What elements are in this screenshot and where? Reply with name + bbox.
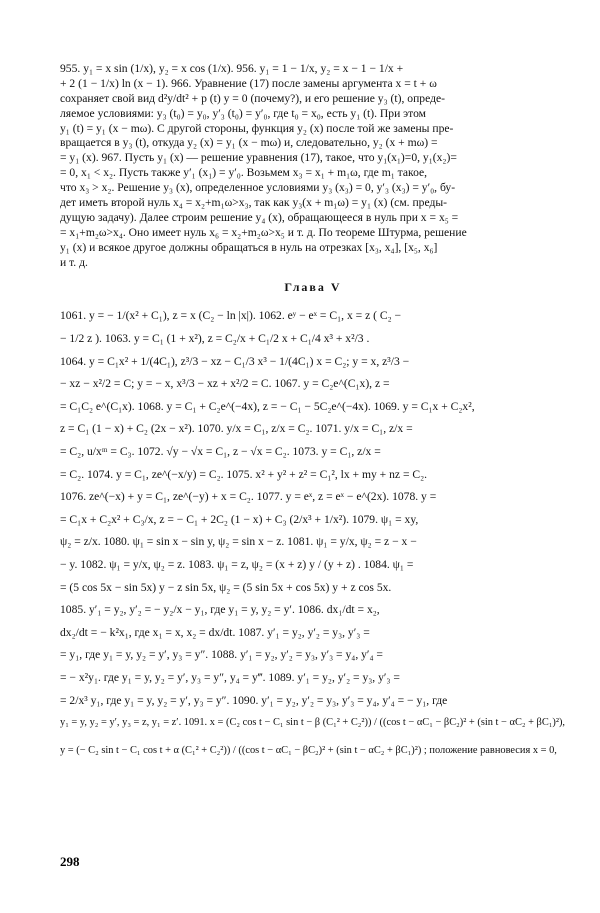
- text-line: = 0, x₁ < x₂. Пусть также y′₁ (x₁) = y′₀. Возьмем x₃ = x₁ + m₁ω, где m₁ такое,: [60, 166, 428, 180]
- text-line: = C₂. 1074. y = C₁, ze^(−x/y) = C₂. 1075. x² + y² + z² = C₁², lx + my + nz = C₂.: [60, 467, 428, 481]
- text-line: = C₁x + C₂x² + C₃/x, z = − C₁ + 2C₂ (1 − x) + C₃ (2/x³ + 1/x²). 1079. ψ₁ = xy,: [60, 512, 419, 526]
- text-line: = y₁, где y₁ = y, y₂ = y′, y₃ = y″. 1088. y′₁ = y₂, y′₂ = y₃, y′₃ = y₄, y′₄ =: [60, 648, 383, 662]
- text-line: дущую задачу). Далее строим решение y₄ (x), обращающееся в нуль при x = x₅ =: [60, 210, 459, 224]
- chapter-heading: Глава V: [284, 280, 342, 295]
- text-line: − xz − x²/2 = C; y = − x, x³/3 − xz + x²/2 = C. 1067. y = C₂e^(C₁x), z =: [60, 377, 390, 391]
- text-line: y = (− C₂ sin t − C₁ cos t + α (C₁² + C₂²)) / ((cos t − αC₁ − βC₂)² + (sin t − αC₂ + βC₁)²) ; положение равновесия x = 0,: [60, 744, 557, 756]
- text-line: = x₁+m₂ω>x₄. Оно имеет нуль x₆ = x₂+m₂ω>x₅ и т. д. По теореме Штурма, решение: [60, 225, 467, 239]
- page-number: 298: [60, 854, 80, 869]
- text-line: = (5 cos 5x − sin 5x) y − z sin 5x, ψ₂ = (5 sin 5x + cos 5x) y + z cos 5x.: [60, 580, 392, 594]
- text-line: что x₃ > x₂. Решение y₃ (x), определенное условиями y₃ (x₃) = 0, y′₃ (x₃) = y′₀, бу-: [60, 181, 456, 195]
- text-line: ψ₂ = z/x. 1080. ψ₁ = sin x − sin y, ψ₂ = sin x − z. 1081. ψ₁ = y/x, ψ₂ = z − x −: [60, 535, 417, 549]
- text-line: + 2 (1 − 1/x) ln (x − 1). 966. Уравнение (17) после замены аргумента x = t + ω: [60, 76, 437, 90]
- text-line: z = C₁ (1 − x) + C₂ (2x − x²). 1070. y/x = C₁, z/x = C₂. 1071. y/x = C₁, z/x =: [60, 422, 413, 436]
- text-line: y₁ (x) и всякое другое должны обращаться в нуль на отрезках [x₃, x₄], [x₅, x₆]: [60, 240, 438, 254]
- text-line: сохраняет свой вид d²y/dt² + p (t) y = 0 (почему?), и его решение y₃ (t), опреде-: [60, 91, 445, 105]
- answers-block-chapter-v: [60, 305, 566, 766]
- text-line: 1064. y = C₁x² + 1/(4C₁), z³/3 − xz − C₁/3 x³ − 1/(4C₁) x = C₂; y = x, z³/3 −: [60, 354, 410, 368]
- text-line: = C₁C₂ e^(C₁x). 1068. y = C₁ + C₂e^(−4x), z = − C₁ − 5C₂e^(−4x). 1069. y = C₁x + C₂x²,: [60, 399, 475, 413]
- text-line: = − x²y₁. где y₁ = y, y₂ = y′, y₃ = y″, y₄ = y‴. 1089. y′₁ = y₂, y′₂ = y₃, y′₃ =: [60, 670, 400, 684]
- text-line: и т. д.: [60, 255, 88, 269]
- text-line: 1076. ze^(−x) + y = C₁, ze^(−y) + x = C₂. 1077. y = eˣ, z = eˣ − e^(2x). 1078. y =: [60, 490, 437, 504]
- text-line: = C₂, u/xᵐ = C₃. 1072. √y − √x = C₁, z − √x = C₂. 1073. y = C₁, z/x =: [60, 445, 381, 459]
- text-line: ляемое условиями: y₃ (t₀) = y₀, y′₃ (t₀) = y′₀, где t₀ = x₀, есть y₁ (t). При этом: [60, 106, 426, 120]
- text-line: вращается в y₃ (t), откуда y₂ (x) = y₁ (x − mω) и, следовательно, y₂ (x + mω) =: [60, 136, 438, 150]
- text-line: − y. 1082. ψ₁ = y/x, ψ₂ = z. 1083. ψ₁ = z, ψ₂ = (x + z) y / (y + z) . 1084. ψ₁ =: [60, 558, 414, 571]
- text-line: dx₂/dt = − k²x₁, где x₁ = x, x₂ = dx/dt. 1087. y′₁ = y₂, y′₂ = y₃, y′₃ =: [60, 625, 370, 639]
- text-line: 955. y₁ = x sin (1/x), y₂ = x cos (1/x). 956. y₁ = 1 − 1/x, y₂ = x − 1 − 1/x +: [60, 62, 404, 75]
- text-line: 1085. y′₁ = y₂, y′₂ = − y₂/x − y₁, где y₁ = y, y₂ = y′. 1086. dx₁/dt = x₂,: [60, 603, 380, 617]
- text-line: y₁ = y, y₂ = y′, y₃ = z, y₁ = z′. 1091. x = (C₂ cos t − C₁ sin t − β (C₁² + C₂²)) / ((cos t − αC₁ − βC₂)² + (sin t − αC₂ + βC₁)²),: [60, 717, 566, 729]
- text-line: = y₁ (x). 967. Пусть y₁ (x) — решение уравнения (17), такое, что y₁(x₁)=0, y₁(x₂)=: [60, 151, 457, 165]
- text-line: дет иметь второй нуль x₄ = x₂+m₁ω>x₃, так как y₃(x + m₁ω) = y₁ (x) (см. преды-: [60, 196, 447, 210]
- answers-block-chapter-iv: [60, 62, 566, 270]
- text-line: 1061. y = − 1/(x² + C₁), z = x (C₂ − ln |x|). 1062. eʸ − eˣ = C₁, x = z ( C₂ −: [60, 309, 402, 323]
- text-line: − 1/2 z ). 1063. y = C₁ (1 + x²), z = C₂/x + C₁/2 x + C₁/4 x³ + x²/3 .: [60, 332, 370, 346]
- text-line: y₁ (t) = y₁ (x − mω). С другой стороны, функция y₂ (x) после той же замены пре-: [60, 121, 454, 135]
- text-line: = 2/x³ y₁, где y₁ = y, y₂ = y′, y₃ = y″. 1090. y′₁ = y₂, y′₂ = y₃, y′₃ = y₄, y′₄ = − y₁, где: [60, 693, 448, 707]
